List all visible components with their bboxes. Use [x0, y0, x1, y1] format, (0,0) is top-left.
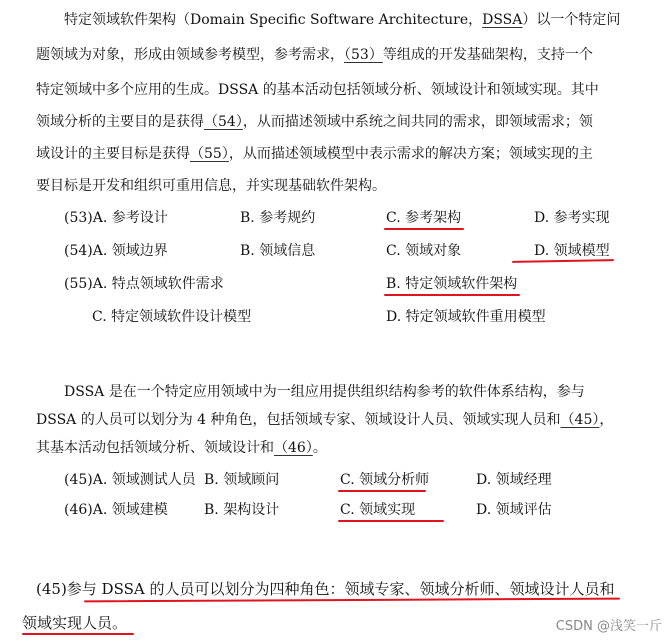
para2-line3: 其基本活动包括领域分析、领域设计和（46）。: [36, 440, 327, 456]
q46-option-c: C. 领域实现: [340, 502, 416, 518]
para1-line2: 题领域为对象，形成由领域参考模型，参考需求，（53）等组成的开发基础架构，支持一个: [36, 47, 593, 63]
q45-option-a: (45)A. 领域测试人员: [64, 472, 196, 488]
para1-line4: 领域分析的主要目的是获得（54），从而描述领域中系统之间共同的需求，即领域需求；领: [36, 114, 593, 130]
q53-option-c: C. 参考架构: [386, 210, 462, 226]
q46-option-d: D. 领域评估: [476, 502, 552, 518]
q54-option-d: D. 领域模型: [534, 243, 610, 259]
csdn-watermark: CSDN @浅笑一斤: [555, 619, 662, 634]
q54-option-c: C. 领域对象: [386, 243, 462, 259]
q53-option-a: (53)A. 参考设计: [64, 210, 168, 226]
para1-line5: 域设计的主要目标是获得（55），从而描述领域模型中表示需求的解决方案；领域实现的主: [36, 146, 593, 162]
answer-underline-46c: [338, 520, 444, 522]
q54-option-a: (54)A. 领域边界: [64, 243, 168, 259]
q55-option-c: C. 特定领域软件设计模型: [92, 309, 252, 325]
blank-55: （55）: [190, 146, 229, 162]
answer-note-line1: (45)参与 DSSA 的人员可以划分为四种角色：领域专家、领域分析师、领域设计人员和: [36, 580, 615, 598]
q55-option-d: D. 特定领域软件重用模型: [386, 309, 546, 325]
para2-line2: DSSA 的人员可以划分为 4 种角色，包括领域专家、领域设计人员、领域实现人员和（45），: [36, 412, 614, 428]
para2-line1: DSSA 是在一个特定应用领域中为一组应用提供组织结构参考的软件体系结构，参与: [64, 384, 585, 400]
para1-line3: 特定领域中多个应用的生成。DSSA 的基本活动包括领域分析、领域设计和领域实现。其中: [36, 82, 599, 98]
answer-underline-45c: [338, 490, 426, 492]
answer-underline-54d: [512, 259, 614, 263]
q45-option-b: B. 领域顾问: [204, 472, 280, 488]
q46-option-a: (46)A. 领域建模: [64, 502, 168, 518]
q54-option-b: B. 领域信息: [240, 243, 316, 259]
para1-line6: 要目标是开发和组织可重用信息，并实现基础软件架构。: [36, 178, 386, 194]
q55-option-b: B. 特定领域软件架构: [386, 276, 518, 292]
q46-option-b: B. 架构设计: [204, 502, 280, 518]
q45-option-d: D. 领域经理: [476, 472, 552, 488]
q53-option-b: B. 参考规约: [240, 210, 316, 226]
answer-underline-53c: [384, 228, 464, 230]
answer-underline-55b: [384, 294, 520, 296]
blank-54: （54）: [204, 114, 243, 130]
q45-option-c: C. 领域分析师: [340, 472, 430, 488]
blank-46: （46）: [274, 440, 313, 456]
q55-option-a: (55)A. 特点领域软件需求: [64, 276, 224, 292]
blank-53: （53）: [344, 47, 383, 63]
answer-note-line2: 领域实现人员。: [22, 614, 128, 632]
answer-note-underline-2: [22, 633, 134, 635]
q53-option-d: D. 参考实现: [534, 210, 610, 226]
blank-45: （45）: [560, 412, 600, 428]
dssa-term: DSSA: [482, 12, 523, 28]
para1-line1: 特定领域软件架构（Domain Specific Software Architecture，DSSA）以一个特定问: [64, 12, 621, 28]
